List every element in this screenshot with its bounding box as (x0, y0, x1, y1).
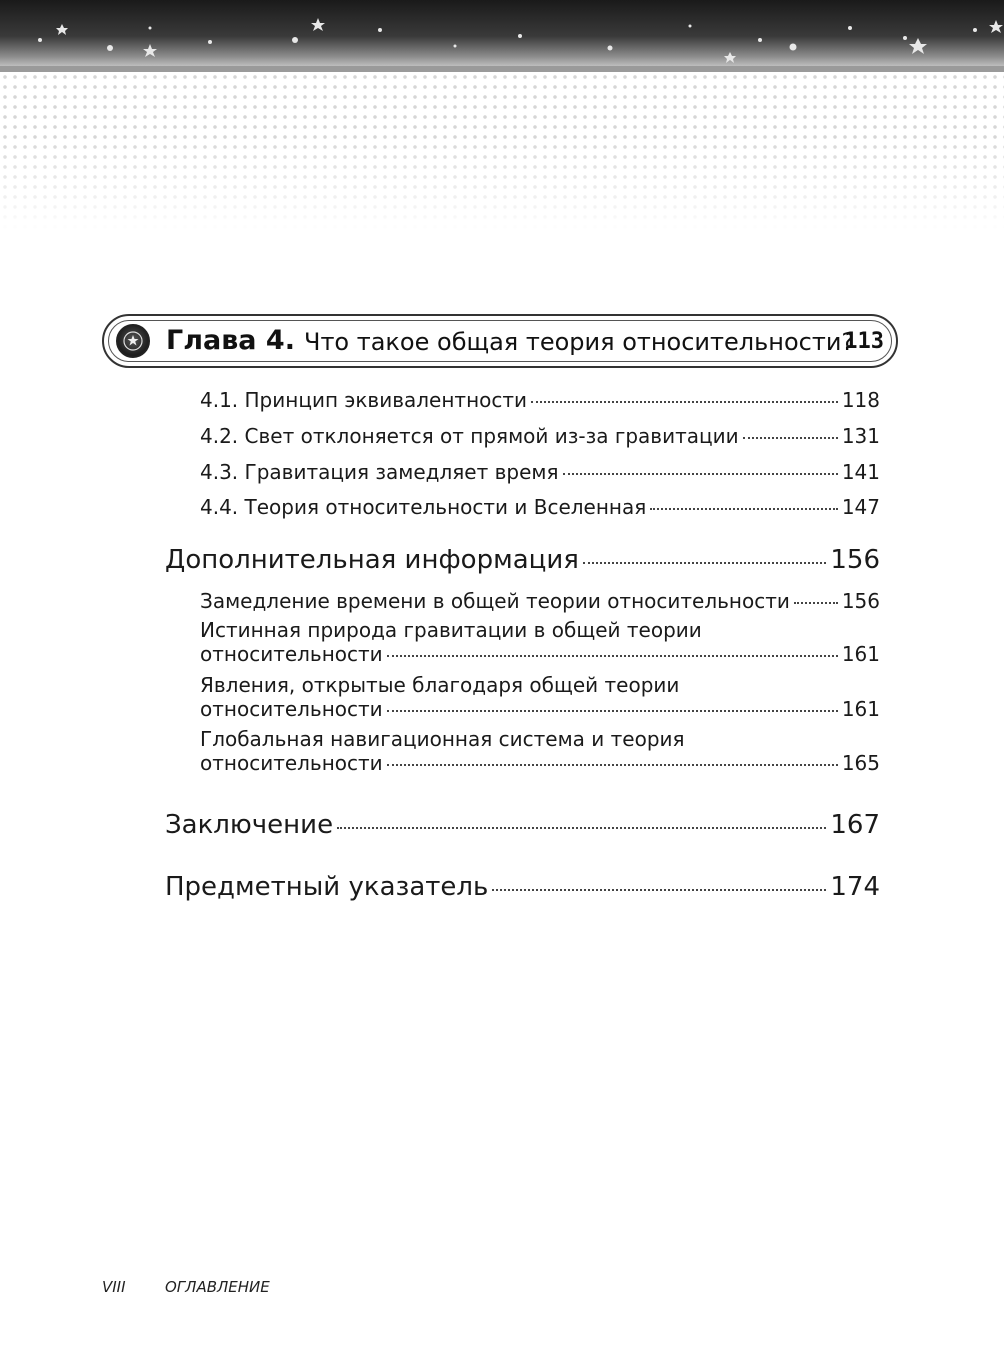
toc-entry-line2 (200, 642, 880, 666)
toc-entry-page: 147 (841, 495, 880, 519)
toc-entry-title: 4.1. Принцип эквивалентности (200, 388, 528, 412)
dot-leader (531, 401, 838, 403)
toc-entry-page: 167 (830, 810, 880, 840)
toc-entry[interactable] (200, 388, 880, 412)
dot-leader (492, 889, 826, 891)
toc-entry-page: 156 (841, 589, 880, 613)
toc-entry-page: 161 (841, 697, 880, 721)
dot-leader (387, 764, 838, 766)
toc-entry-title-line2: относительности (200, 697, 383, 721)
toc-entry-multiline[interactable] (200, 618, 880, 666)
chapter-label: Глава 4. (166, 325, 295, 356)
dot-leader (743, 437, 838, 439)
toc-entry-title-line1: Истинная природа гравитации в общей теории (200, 618, 702, 642)
toc-entry[interactable] (200, 424, 880, 448)
toc-entry-multiline[interactable] (200, 673, 880, 721)
toc-entry-line2 (200, 751, 880, 775)
toc-main-entry[interactable] (165, 545, 880, 575)
stars-decoration (0, 0, 1004, 66)
chapter-page-number: 113 (844, 329, 884, 354)
toc-entry-page: 141 (841, 460, 880, 484)
toc-entry-title: 4.3. Гравитация замедляет время (200, 460, 559, 484)
chapter-heading (102, 314, 898, 368)
dot-leader (650, 508, 838, 510)
toc-main-entry[interactable] (165, 872, 880, 902)
chapter-title: Что такое общая теория относительности? (304, 328, 855, 356)
toc-entry-title: 4.2. Свет отклоняется от прямой из-за гравитации (200, 424, 739, 448)
toc-entry-line2 (200, 697, 880, 721)
toc-main-entry[interactable] (165, 810, 880, 840)
footer-running-title: ОГЛАВЛЕНИЕ (165, 1278, 270, 1296)
dot-leader (387, 710, 838, 712)
toc-entry-page: 174 (830, 872, 880, 902)
toc-entry-title: Замедление времени в общей теории относительности (200, 589, 790, 613)
dot-leader (563, 473, 838, 475)
toc-entry-title: Предметный указатель (165, 872, 489, 902)
toc-entry-title-line1: Явления, открытые благодаря общей теории (200, 673, 680, 697)
dot-leader (794, 602, 838, 604)
toc-entry-page: 131 (841, 424, 880, 448)
toc-entry-title: Заключение (165, 810, 334, 840)
footer-page-number: VIII (102, 1278, 126, 1296)
toc-entry[interactable] (200, 589, 880, 613)
toc-entry[interactable] (200, 495, 880, 519)
dot-leader (387, 655, 838, 657)
toc-entry-page: 156 (830, 545, 880, 575)
dot-leader (337, 827, 826, 829)
chapter-emblem-icon (116, 324, 150, 358)
toc-entry-page: 165 (841, 751, 880, 775)
dot-leader (583, 562, 826, 564)
toc-entry-page: 118 (841, 388, 880, 412)
toc-entry-title-line2: относительности (200, 642, 383, 666)
dot-pattern (0, 72, 1004, 232)
toc-entry-title-line2: относительности (200, 751, 383, 775)
toc-entry-page: 161 (841, 642, 880, 666)
toc-entry-title-line1: Глобальная навигационная система и теория (200, 727, 685, 751)
toc-entry[interactable] (200, 460, 880, 484)
toc-entry-multiline[interactable] (200, 727, 880, 775)
toc-entry-title: 4.4. Теория относительности и Вселенная (200, 495, 647, 519)
toc-entry-title: Дополнительная информация (165, 545, 579, 575)
